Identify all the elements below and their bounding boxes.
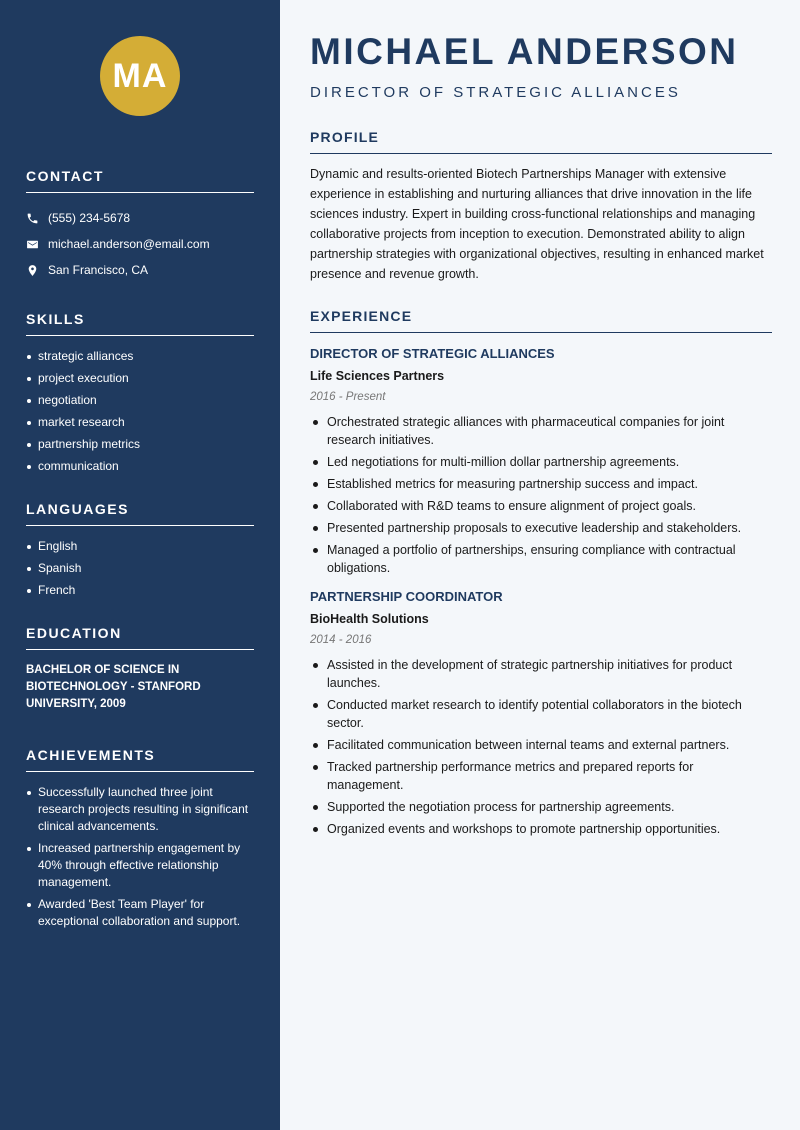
job-dates: 2014 - 2016: [310, 634, 372, 646]
language-item: English: [26, 538, 254, 555]
achievement-item: Successfully launched three joint research projects resulting in significant clinical advancements.: [26, 784, 254, 835]
avatar: MA: [100, 36, 180, 116]
job-entry: [310, 346, 772, 577]
skill-item: negotiation: [26, 392, 254, 409]
duty-item: Assisted in the development of strategic partnership initiatives for product launches.: [310, 656, 772, 692]
job-duties: [310, 656, 772, 838]
candidate-name: MICHAEL ANDERSON: [310, 31, 739, 72]
job-role: DIRECTOR OF STRATEGIC ALLIANCES: [310, 346, 555, 361]
languages-title: LANGUAGES: [26, 501, 254, 526]
skills-list: [26, 348, 254, 475]
contact-section: [26, 168, 254, 283]
contact-title: CONTACT: [26, 168, 254, 193]
duty-item: Supported the negotiation process for partnership agreements.: [310, 798, 772, 816]
location-pin-icon: [26, 264, 39, 277]
achievement-item: Awarded 'Best Team Player' for exceptional collaboration and support.: [26, 896, 254, 930]
profile-section: [310, 129, 772, 284]
location-text: San Francisco, CA: [48, 263, 149, 277]
job-company: Life Sciences Partners: [310, 369, 445, 383]
profile-title: PROFILE: [310, 129, 772, 154]
skill-item: strategic alliances: [26, 348, 254, 365]
job-role: PARTNERSHIP COORDINATOR: [310, 589, 503, 604]
achievements-list: [26, 784, 254, 930]
duty-item: Tracked partnership performance metrics and prepared reports for management.: [310, 758, 772, 794]
skill-item: partnership metrics: [26, 436, 254, 453]
duty-item: Collaborated with R&D teams to ensure alignment of project goals.: [310, 497, 772, 515]
job-company: BioHealth Solutions: [310, 612, 429, 626]
achievements-section: [26, 747, 254, 930]
duty-item: Orchestrated strategic alliances with pharmaceutical companies for joint research initiatives.: [310, 413, 772, 449]
job-entry: [310, 589, 772, 838]
skill-item: project execution: [26, 370, 254, 387]
skills-section: [26, 311, 254, 475]
email-text: michael.anderson@email.com: [48, 237, 210, 251]
job-dates: 2016 - Present: [310, 391, 386, 403]
main-content: [310, 0, 772, 842]
experience-section: [310, 308, 772, 838]
language-item: Spanish: [26, 560, 254, 577]
contact-phone: [26, 205, 254, 231]
mail-icon: [26, 238, 39, 251]
duty-item: Organized events and workshops to promote partnership opportunities.: [310, 820, 772, 838]
education-section: [26, 625, 254, 713]
phone-icon: [26, 212, 39, 225]
achievement-item: Increased partnership engagement by 40% through effective relationship management.: [26, 840, 254, 891]
experience-title: EXPERIENCE: [310, 308, 772, 333]
duty-item: Led negotiations for multi-million dollar partnership agreements.: [310, 453, 772, 471]
phone-text: (555) 234-5678: [48, 211, 131, 225]
languages-list: [26, 538, 254, 599]
achievements-title: ACHIEVEMENTS: [26, 747, 254, 772]
duty-item: Managed a portfolio of partnerships, ensuring compliance with contractual obligations.: [310, 541, 772, 577]
education-degree: BACHELOR OF SCIENCE IN BIOTECHNOLOGY - STANFORD UNIVERSITY, 2009: [26, 664, 201, 710]
profile-text: Dynamic and results-oriented Biotech Partnerships Manager with extensive experience in establishing and nurturing alliances that drive innovation in the life sciences industry. Expert in building cross-functional relationships and managing collaborative projects from inception to execution. Demonstrated ability to align partnership strategies with organizational objectives, resulting in enhanced market presence and revenue growth.: [310, 167, 764, 281]
skill-item: market research: [26, 414, 254, 431]
duty-item: Presented partnership proposals to executive leadership and stakeholders.: [310, 519, 772, 537]
sidebar: [0, 0, 280, 1130]
duty-item: Conducted market research to identify potential collaborators in the biotech sector.: [310, 696, 772, 732]
job-duties: [310, 413, 772, 577]
skills-title: SKILLS: [26, 311, 254, 336]
duty-item: Established metrics for measuring partnership success and impact.: [310, 475, 772, 493]
contact-email: [26, 231, 254, 257]
education-title: EDUCATION: [26, 625, 254, 650]
language-item: French: [26, 582, 254, 599]
duty-item: Facilitated communication between internal teams and external partners.: [310, 736, 772, 754]
candidate-job-title: DIRECTOR OF STRATEGIC ALLIANCES: [310, 84, 681, 101]
contact-location: [26, 257, 254, 283]
skill-item: communication: [26, 458, 254, 475]
languages-section: [26, 501, 254, 599]
